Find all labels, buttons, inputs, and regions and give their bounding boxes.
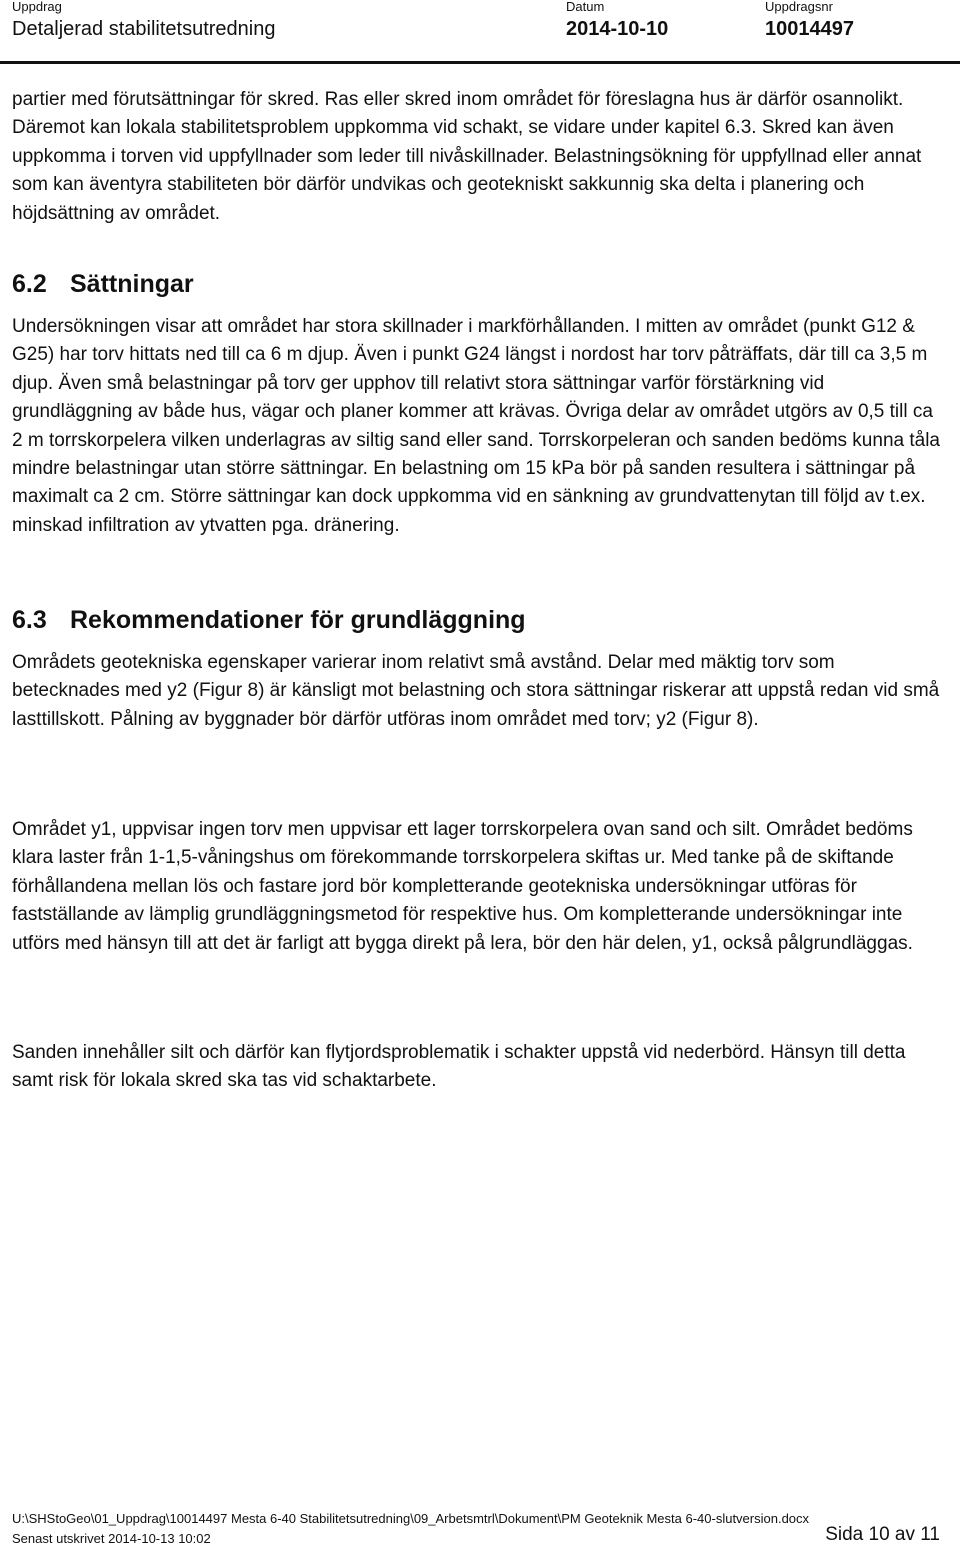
- header-divider: [0, 61, 960, 64]
- footer-page-number: Sida 10 av 11: [825, 1524, 940, 1545]
- section-6-3-paragraph-1: Områdets geotekniska egenskaper varierar inom relativt små avstånd. Delar med mäktig torv som betecknades med y2 (Figur 8) är känsligt mot belastning och stora sättningar riskerar att uppstå redan vid små lasttillskott. Pålning av byggnader bör därför utföras inom området med torv; y2 (Figur 8).: [12, 652, 940, 730]
- section-6-3-paragraph-2-block: [12, 816, 942, 958]
- section-title: Sättningar: [70, 270, 194, 298]
- assignment-label: Uppdrag: [12, 0, 62, 14]
- footer-file-path: U:\SHStoGeo\01_Uppdrag\10014497 Mesta 6-40 Stabilitetsutredning\09_Arbetsmtrl\Dokument\PM Geoteknik Mesta 6-40-slutversion.docx: [12, 1511, 810, 1526]
- intro-paragraph: partier med förutsättningar för skred. Ras eller skred inom området för föreslagna hus är därför osannolikt. Däremot kan lokala stabilitetsproblem uppkomma vid schakt, se vidare under kapitel 6.3. Skred kan även uppkomma i torven vid uppfyllnader som leder till nivåskillnader. Belastningsökning för uppfyllnad eller annat som kan äventyra stabiliteten bör därför undvikas och geotekniskt sakkunnig ska delta i planering och höjdsättning av området.: [12, 89, 922, 224]
- date-label: Datum: [566, 0, 605, 14]
- assignment-value: Detaljerad stabilitetsutredning: [12, 18, 276, 40]
- section-6-3-paragraph-2: Området y1, uppvisar ingen torv men uppvisar ett lager torrskorpelera ovan sand och silt. Området bedöms klara laster från 1-1,5-våningshus om förekommande torrskorpelera skiftas ur. Med tanke på de skiftande förhållandena mellan lös och fastare jord bör kompletterande geotekniska undersökningar utföras för fastställande av lämplig grundläggningsmetod för respektive hus. Om kompletterande undersökningar inte utförs med hänsyn till att det är farligt att bygga direkt på lera, bör den här delen, y1, också pålgrundläggas.: [12, 819, 913, 954]
- section-6-2-heading: [12, 268, 194, 300]
- assignment-number-label: Uppdragsnr: [765, 0, 833, 14]
- section-6-3-paragraph-1-block: [12, 649, 942, 734]
- section-6-3-paragraph-3: Sanden innehåller silt och därför kan flytjordsproblematik i schakter uppstå vid nederbörd. Hänsyn till detta samt risk för lokala skred ska tas vid schaktarbete.: [12, 1042, 906, 1092]
- footer-printed-date: Senast utskrivet 2014-10-13 10:02: [12, 1531, 211, 1546]
- section-number: 6.2: [12, 270, 47, 298]
- section-6-2-paragraph: Undersökningen visar att området har stora skillnader i markförhållanden. I mitten av området (punkt G12 & G25) har torv hittats ned till ca 6 m djup. Även i punkt G24 längst i nordost har torv påträffats, där till ca 3,5 m djup. Även små belastningar på torv ger upphov till relativt stora sättningar varför förstärkning vid grundläggning av både hus, vägar och planer kommer att krävas. Övriga delar av området utgörs av 0,5 till ca 2 m torrskorpelera vilken underlagras av siltig sand eller sand. Torrskorpeleran och sanden bedöms kunna tåla mindre belastningar utan större sättningar. En belastning om 15 kPa bör på sanden resultera i sättningar på maximalt ca 2 cm. Större sättningar kan dock uppkomma vid en sänkning av grundvattenytan till följd av t.ex. minskad infiltration av ytvatten pga. dränering.: [12, 316, 940, 536]
- section-6-3-heading: [12, 604, 526, 636]
- section-6-3-paragraph-3-block: [12, 1039, 942, 1096]
- section-title: Rekommendationer för grundläggning: [70, 606, 526, 634]
- date-value: 2014-10-10: [566, 18, 669, 40]
- assignment-number-value: 10014497: [765, 18, 854, 40]
- intro-section: [12, 86, 942, 228]
- section-number: 6.3: [12, 606, 47, 634]
- section-6-2-body: [12, 313, 942, 540]
